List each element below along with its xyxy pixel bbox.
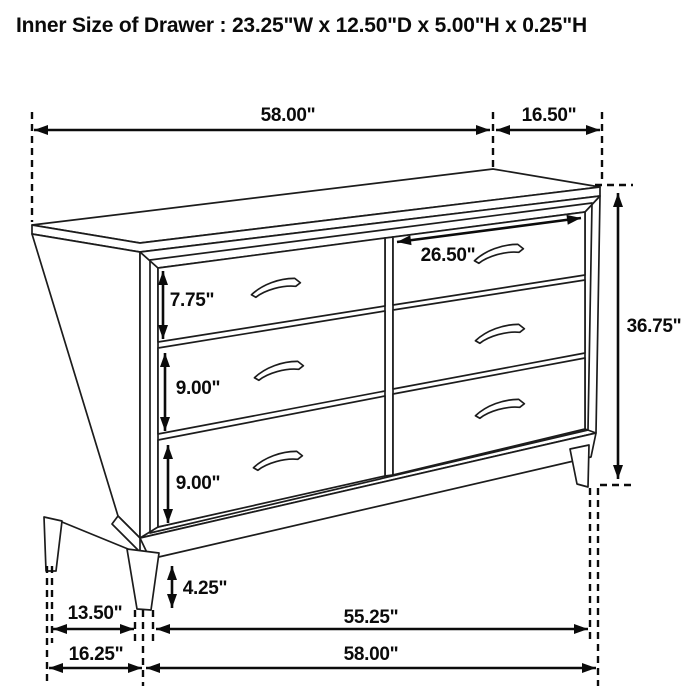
dim-label-base-width: 58.00" (343, 644, 399, 665)
dim-label-top-width: 58.00" (260, 105, 316, 126)
dim-label-top-drawer-height: 7.75" (169, 290, 215, 311)
dresser (32, 169, 600, 610)
dim-label-bottom-drawer-height: 9.00" (175, 473, 221, 494)
leg-front-left (127, 549, 159, 610)
page-title: Inner Size of Drawer : 23.25"W x 12.50"D x 5.00"H x 0.25"H (16, 14, 587, 37)
dim-label-leg-span-side: 13.50" (67, 603, 123, 624)
leg-back-left (44, 517, 62, 571)
dim-label-drawer-inner-width: 26.50" (420, 245, 476, 266)
dim-label-overall-height: 36.75" (626, 316, 682, 337)
leg-front-right (570, 445, 589, 487)
dim-label-base-depth: 16.25" (68, 644, 124, 665)
dim-label-middle-drawer-height: 9.00" (175, 378, 221, 399)
center-stile (385, 237, 393, 476)
dim-label-leg-height: 4.25" (182, 578, 228, 599)
dim-label-top-depth: 16.50" (521, 105, 577, 126)
dresser-side-panel (32, 234, 140, 538)
dim-label-leg-span-front: 55.25" (343, 607, 399, 628)
